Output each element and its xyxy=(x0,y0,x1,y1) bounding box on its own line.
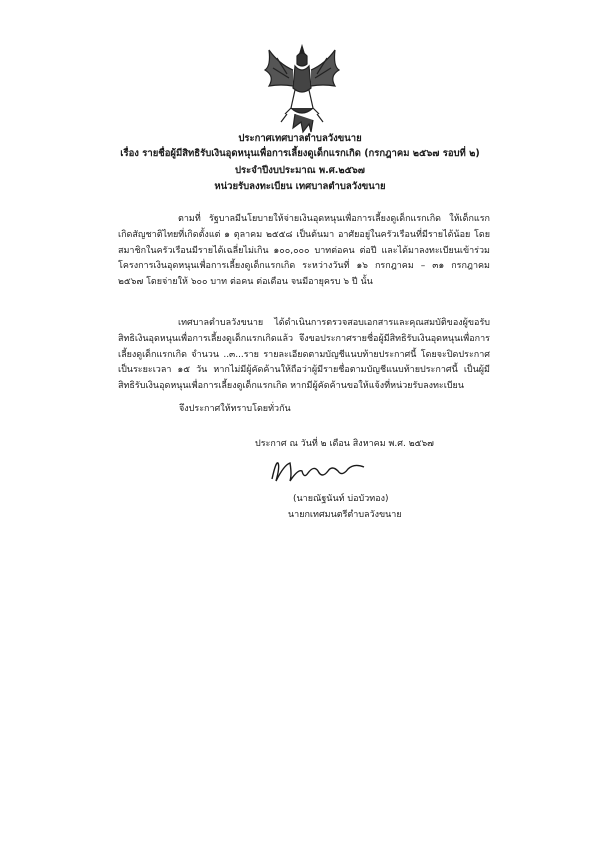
paragraph-1-text: ตามที่ รัฐบาลมีนโยบายให้จ่ายเงินอุดหนุนเพื่อการเลี้ยงดูเด็กแรกเกิด ให้เด็กแรกเกิดสัญชาติไทยที่เกิดตั้งแต่ ๑ ตุลาคม ๒๕๕๘ เป็นต้นมา อาศัยอยู่ในครัวเรือนที่มีรายได้น้อย โดยสมาชิกในครัวเรือนมีรายได้เฉลี่ยไม่เกิน ๑๐๐,๐๐๐ บาทต่อคน ต่อปี และได้มาลงทะเบียนเข้าร่วมโครงการเงินอุดหนุนเพื่อการเลี้ยงดูเด็กแรกเกิด ระหว่างวันที่ ๑๖ กรกฎาคม – ๓๑ กรกฎาคม ๒๕๖๗ โดยจ่ายให้ ๖๐๐ บาท ต่อคน ต่อเดือน จนมีอายุครบ ๖ ปี นั้น xyxy=(118,214,490,288)
header-line-4: หน่วยรับลงทะเบียน เทศบาลตำบลวังขนาย xyxy=(214,181,386,192)
paragraph-3: จึงประกาศให้ทราบโดยทั่วกัน xyxy=(179,404,291,414)
paragraph-1 xyxy=(118,212,490,291)
header-line-2: เรื่อง รายชื่อผู้มีสิทธิรับเงินอุดหนุนเพื่อการเลี้ยงดูเด็กแรกเกิด (กรกฎาคม ๒๕๖๗ รอบที่ ๒) xyxy=(120,148,480,159)
signatory-position: นายกเทศมนตรีตำบลวังขนาย xyxy=(288,510,402,520)
signatory-name: (นายณัฐนันท์ บ่อบัวทอง) xyxy=(293,494,389,504)
header-line-1: ประกาศเทศบาลตำบลวังขนาย xyxy=(238,133,362,144)
paragraph-2-text: เทศบาลตำบลวังขนาย ได้ดำเนินการตรวจสอบเอกสารและคุณสมบัติของผู้ขอรับสิทธิเงินอุดหนุนเพื่อการเลี้ยงดูเด็กแรกเกิดแล้ว จึงขอประกาศรายชื่อผู้มีสิทธิรับเงินอุดหนุนเพื่อการเลี้ยงดูเด็กแรกเกิด จำนวน ..๓...ราย รายละเอียดตามบัญชีแนบท้ายประกาศนี้ โดยจะปิดประกาศเป็นระยะเวลา ๑๕ วัน หากไม่มีผู้คัดค้านให้ถือว่าผู้มีรายชื่อตามบัญชีแนบท้ายประกาศนี้ เป็นผู้มีสิทธิรับเงินอุดหนุนเพื่อการเลี้ยงดูเด็กแรกเกิด หากมีผู้คัดค้านขอให้แจ้งที่หน่วยรับลงทะเบียน xyxy=(118,318,490,392)
header-line-3: ประจำปีงบประมาณ พ.ศ.๒๕๖๗ xyxy=(235,165,365,176)
signature-icon xyxy=(268,455,368,489)
paragraph-2 xyxy=(118,316,490,395)
announcement-date: ประกาศ ณ วันที่ ๒ เดือน สิงหาคม พ.ศ. ๒๕๖๗ xyxy=(255,439,434,449)
garuda-emblem-icon xyxy=(257,40,347,140)
